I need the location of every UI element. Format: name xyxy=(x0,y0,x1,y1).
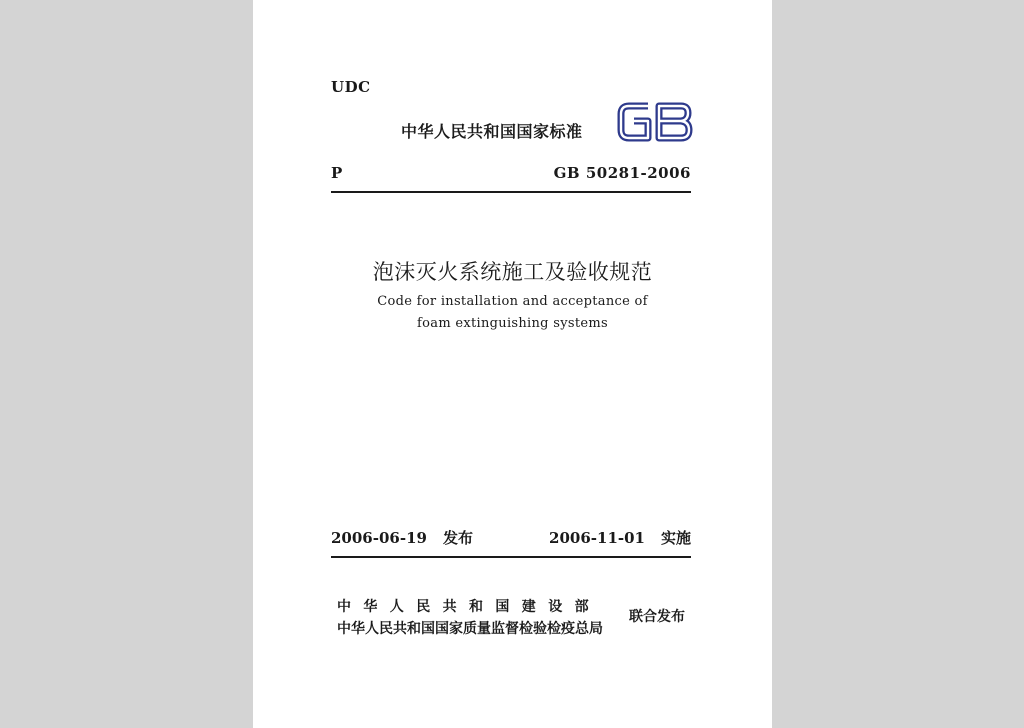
issue-label: 发布 xyxy=(442,529,473,547)
national-standard-heading: 中华人民共和国国家标准 xyxy=(401,122,583,141)
standard-number: GB 50281-2006 xyxy=(553,164,691,182)
issuer-aqsiq: 中华人民共和国国家质量监督检验检疫总局 xyxy=(337,621,603,637)
document-page xyxy=(253,0,772,728)
implement-label: 实施 xyxy=(660,529,691,547)
implement-date: 2006-11-01 xyxy=(549,529,645,547)
joint-issue-label: 联合发布 xyxy=(629,609,685,625)
udc-label: UDC xyxy=(331,78,371,96)
issuer-ministry: 中华人民共和国建设部 xyxy=(337,599,601,615)
divider-rule xyxy=(331,191,691,193)
title-english-line2: foam extinguishing systems xyxy=(417,316,608,331)
implement-date-block xyxy=(549,527,691,548)
gb-logo xyxy=(617,100,693,144)
title-chinese: 泡沫灭火系统施工及验收规范 xyxy=(372,260,653,284)
title-english-line1: Code for installation and acceptance of xyxy=(377,294,648,309)
divider-rule xyxy=(331,556,691,558)
issue-date-block xyxy=(331,527,473,548)
category-code: P xyxy=(331,164,343,182)
issue-date: 2006-06-19 xyxy=(331,529,427,547)
